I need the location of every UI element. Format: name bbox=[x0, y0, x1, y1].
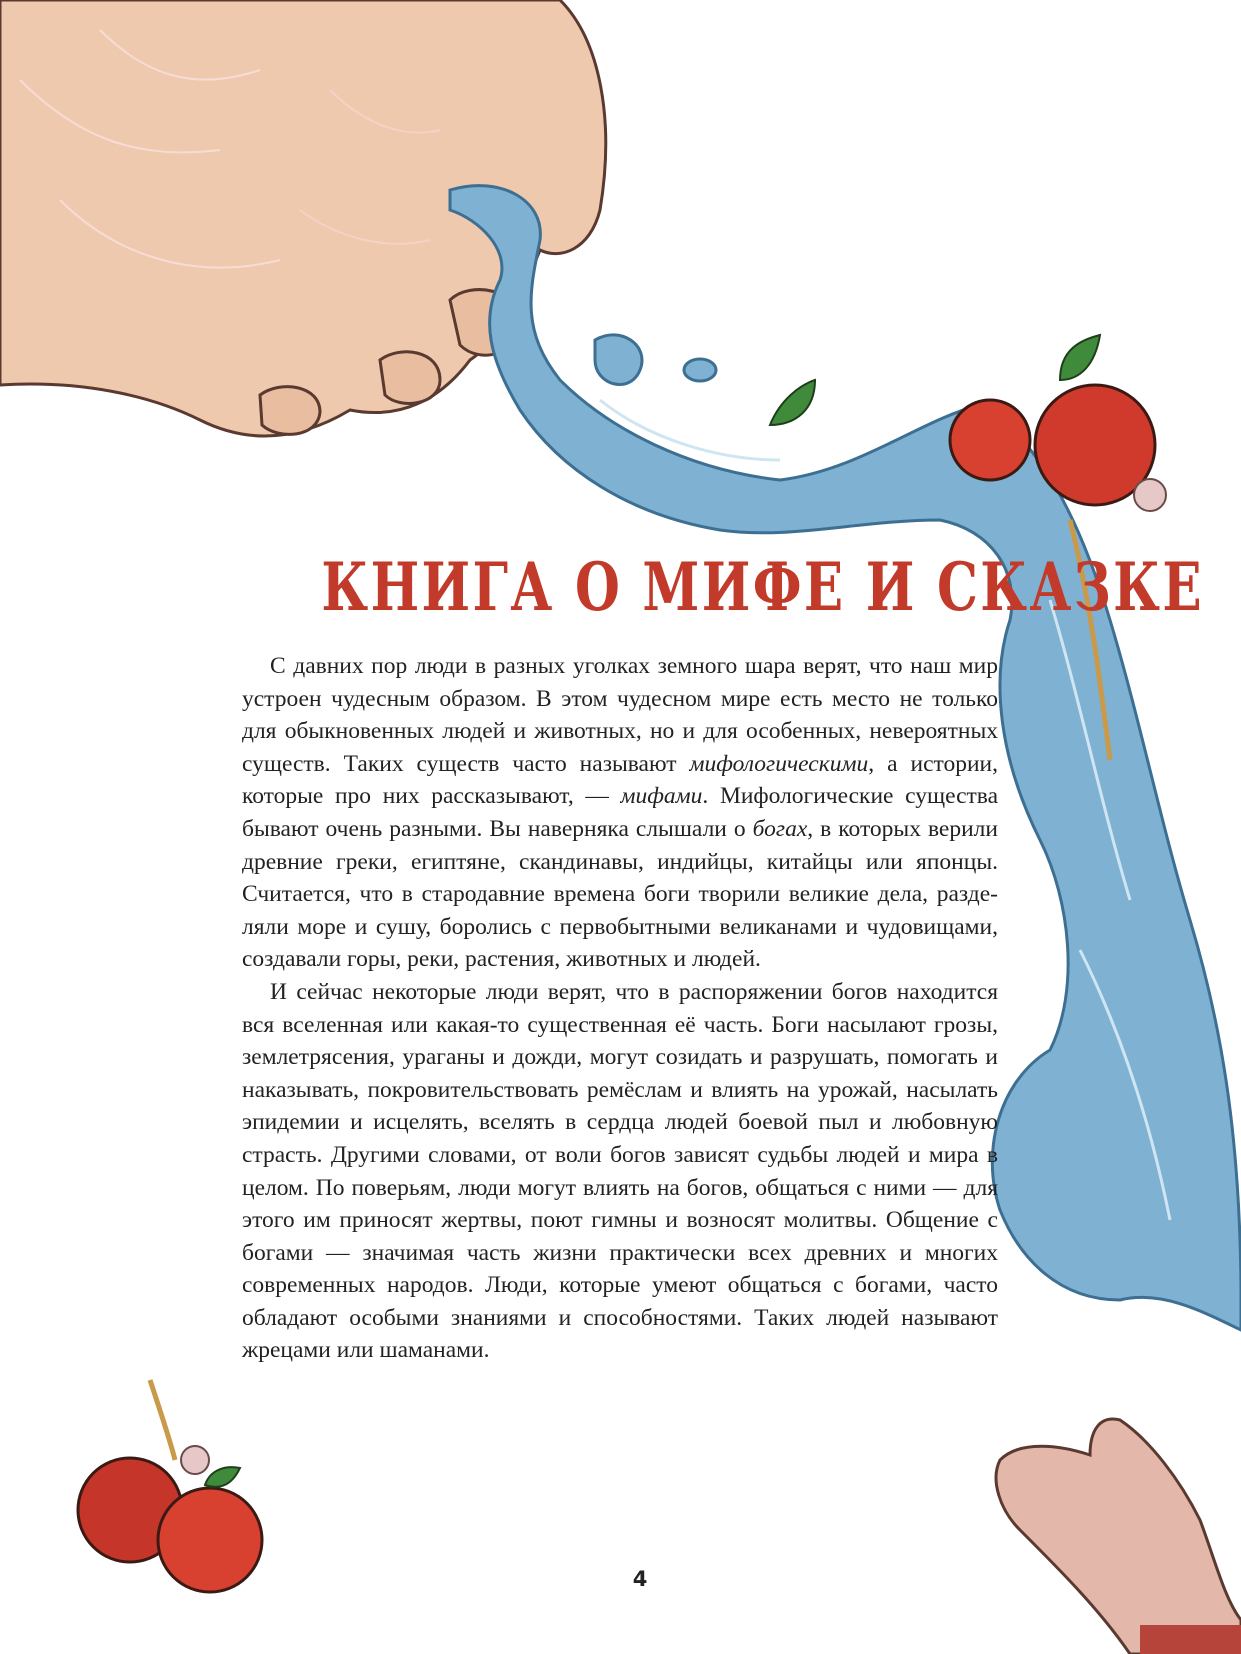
paragraph-1: С давних пор люди в разных уголках земного шара верят, что наш мир устроен чудесным образом. В этом чудесном мире есть место не только для обыкновенных людей и животных, но и для особенных, невероятных существ. Таких существ часто называют мифологическими, а истории, которые про них рассказывают, — мифами. Мифологические существа бывают очень разными. Вы наверняка слышали о богах, в которых верили древние греки, египтяне, скандинавы, индийцы, китайцы или японцы. Считается, что в стародавние времена боги творили великие дела, разделяли море и сушу, боролись с первобытными великанами и чудовищами, создавали горы, реки, растения, животных и людей. bbox=[242, 653, 998, 973]
page-title: КНИГА О МИФЕ И СКАЗКЕ bbox=[321, 548, 1204, 626]
bottom-hand-illustration bbox=[996, 1419, 1241, 1654]
body-text bbox=[242, 650, 998, 1367]
page-number: 4 bbox=[632, 1567, 648, 1591]
paragraph-2: И сейчас некоторые люди верят, что в распоряжении богов находится вся вселенная или какая-то существенная её часть. Боги насылают грозы, землетрясения, ураганы и дожди, могут созидать и разрушать, помогать и наказывать, покровительствовать ремёслам и влиять на урожай, насылать эпидемии и исцелять, вселять в сердца людей боевой пыл и любовную страсть. Другими словами, от воли богов зависят судьбы людей и мира в целом. По поверьям, люди могут влиять на богов, общаться с ними — для этого им приносят жертвы, поют гимны и возносят молитвы. Общение с богами — значимая часть жизни практически всех древних и многих современных народов. Люди, которые умеют общаться с богами, часто обладают особыми знаниями и способностями. Таких людей называют жрецами или шаманами. bbox=[242, 978, 998, 1364]
bottom-apples-illustration bbox=[78, 1380, 262, 1592]
